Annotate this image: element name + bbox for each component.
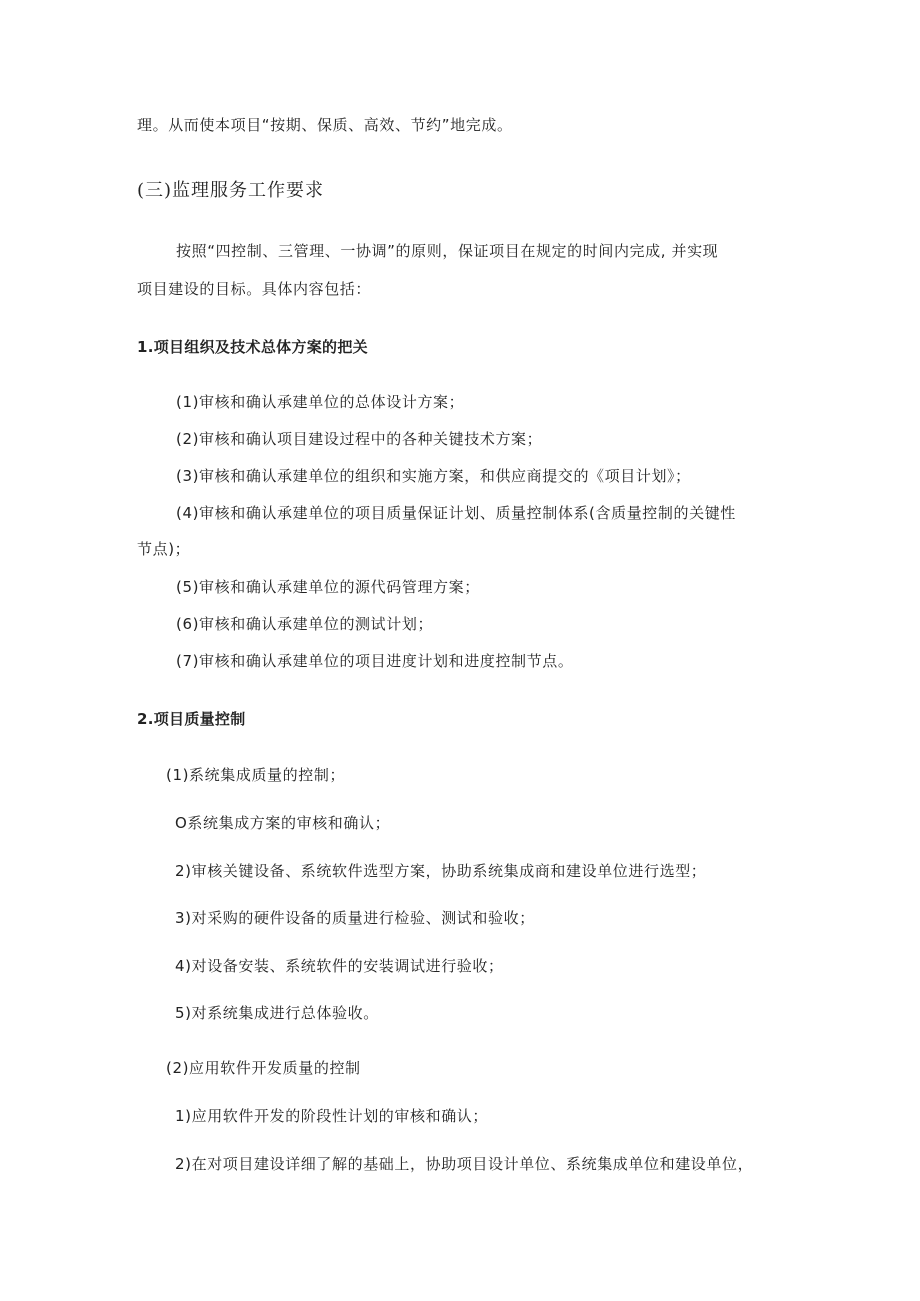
subheading-2: (2)应用软件开发质量的控制 <box>166 1059 361 1077</box>
section-title: (三)监理服务工作要求 <box>137 180 325 201</box>
list-item: O系统集成方案的审核和确认； <box>175 814 391 832</box>
heading-2: 2.项目质量控制 <box>137 710 246 728</box>
list-item: (3)审核和确认承建单位的组织和实施方案，和供应商提交的《项目计划》； <box>176 467 691 485</box>
section-paragraph-line-1: 按照“四控制、三管理、一协调”的原则，保证项目在规定的时间内完成, 并实现 <box>176 242 719 260</box>
subheading-1: (1)系统集成质量的控制； <box>166 766 346 784</box>
list-item: (4)审核和确认承建单位的项目质量保证计划、质量控制体系(含质量控制的关键性 <box>176 504 736 522</box>
list-item: 2)审核关键设备、系统软件选型方案，协助系统集成商和建设单位进行选型； <box>175 862 707 880</box>
section-paragraph-line-2: 项目建设的目标。具体内容包括： <box>137 280 372 298</box>
list-item: 3)对采购的硬件设备的质量进行检验、测试和验收； <box>175 909 535 927</box>
intro-tail-text: 理。从而使本项目“按期、保质、高效、节约”地完成。 <box>137 116 513 134</box>
list-item: 2)在对项目建设详细了解的基础上，协助项目设计单位、系统集成单位和建设单位， <box>175 1155 754 1173</box>
heading-1: 1.项目组织及技术总体方案的把关 <box>137 338 368 356</box>
list-item: 4)对设备安装、系统软件的安装调试进行验收； <box>175 957 504 975</box>
list-item: (2)审核和确认项目建设过程中的各种关键技术方案； <box>176 430 543 448</box>
list-item: (1)审核和确认承建单位的总体设计方案； <box>176 393 465 411</box>
list-item: (6)审核和确认承建单位的测试计划； <box>176 615 434 633</box>
list-item: 5)对系统集成进行总体验收。 <box>175 1004 379 1022</box>
list-item-continuation: 节点)； <box>137 540 191 558</box>
list-item: (5)审核和确认承建单位的源代码管理方案； <box>176 578 480 596</box>
list-item: (7)审核和确认承建单位的项目进度计划和进度控制节点。 <box>176 652 574 670</box>
list-item: 1)应用软件开发的阶段性计划的审核和确认； <box>175 1107 488 1125</box>
